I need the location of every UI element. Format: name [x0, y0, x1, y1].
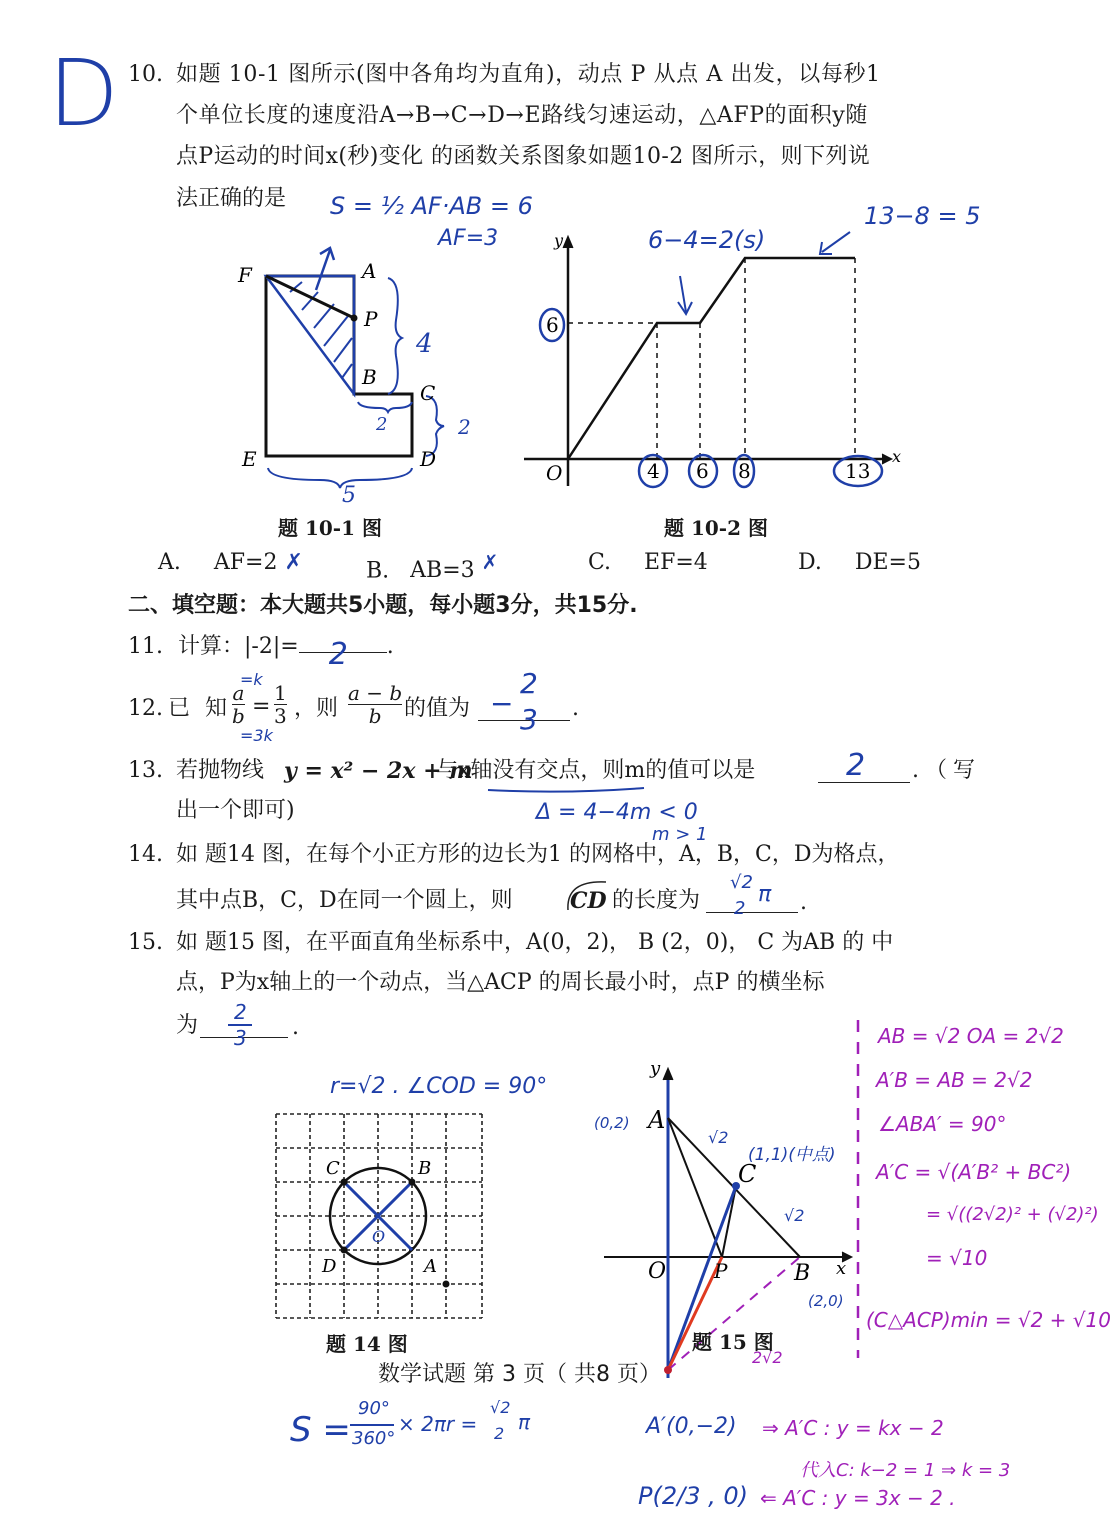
q10-line2: 个单位长度的速度沿A→B→C→D→E路线匀速运动，△AFP的面积y随 — [176, 103, 869, 128]
fig10-2-graph — [568, 258, 855, 459]
q14-answer-top: √2 — [730, 872, 753, 893]
q13-number: 13. — [128, 758, 163, 783]
q15-number: 15. — [128, 930, 163, 955]
q12-note-a: =k — [240, 670, 263, 689]
fig10-2-tick-x8: 8 — [738, 459, 751, 483]
option-c — [588, 550, 708, 575]
q14-arc-symbol — [562, 876, 612, 916]
q14-number: 14. — [128, 842, 163, 867]
q14-answer-bot: 2 — [734, 898, 746, 919]
option-c-text: EF=4 — [644, 550, 708, 575]
fig14-label-c: C — [326, 1158, 340, 1179]
q12-three: 3 — [274, 704, 287, 728]
q12-answer-sign: − — [490, 687, 514, 720]
fig15-label-x: x — [836, 1258, 847, 1279]
fig15-label-o: O — [648, 1259, 667, 1284]
option-a-text: AF=2 — [213, 550, 278, 575]
q14-formula-den: 360° — [352, 1428, 396, 1449]
purple-note-4: A′C = √(A′B² + BC²) — [876, 1160, 1072, 1184]
q14-formula-rd: 2 — [494, 1424, 505, 1443]
q12-a: a — [232, 681, 245, 705]
q14-line1: 如 题14 图，在每个小正方形的边长为1 的网格中，A，B，C，D为格点， — [176, 842, 900, 867]
purple-note-8: ⇒ A′C : y = kx − 2 — [762, 1416, 944, 1440]
section-2-title: 二、填空题：本大题共5小题，每小题3分，共15分. — [128, 593, 638, 618]
fig10-1-note-2a: 2 — [376, 414, 388, 435]
option-b-cross-icon: ✗ — [481, 550, 499, 574]
fig10-1-label-d: D — [420, 447, 437, 471]
q12-prefix: 已 知 — [168, 696, 231, 721]
q14-line2b: 的长度为 — [612, 888, 701, 913]
fig10-1-label-p: P — [364, 307, 378, 331]
q14-formula-s: S = — [290, 1410, 351, 1450]
fig15-label-y: y — [650, 1058, 661, 1079]
fig14-caption: 题 14 图 — [326, 1332, 408, 1356]
figure-10-1 — [230, 230, 490, 510]
q12-number: 12. — [128, 696, 163, 721]
option-c-letter: C. — [588, 550, 612, 575]
q12-one: 1 — [274, 681, 287, 705]
fig10-1-note-4: 4 — [416, 329, 433, 359]
fig10-2-label-o: O — [546, 461, 563, 485]
q13-mid: 与x轴没有交点，则m的值可以是 — [436, 758, 756, 783]
q13-formula: y = x² − 2x + m — [284, 758, 473, 784]
fig10-1-note-5: 5 — [342, 483, 356, 508]
q12-fraction-13 — [274, 682, 287, 727]
fig15-label-a: A — [648, 1106, 666, 1134]
fig15-note-r2a: √2 — [708, 1128, 729, 1147]
q14-arc: CD — [570, 888, 607, 914]
fig14-label-b: B — [418, 1158, 432, 1179]
purple-note-7: (C△ACP)min = √2 + √10 — [866, 1308, 1111, 1332]
fig15-label-c: C — [738, 1160, 757, 1188]
fig10-2-tick-x13: 13 — [845, 459, 871, 483]
q15-p-coord: P(2/3 , 0) — [638, 1482, 748, 1510]
fig10-1-note-2b: 2 — [458, 415, 471, 439]
option-a-letter: A. — [158, 550, 181, 575]
q14-formula-pi: π — [518, 1410, 531, 1434]
fig10-2-tick-y6: 6 — [546, 313, 559, 337]
q14-formula-num: 90° — [358, 1398, 390, 1419]
q12-num: a − b — [348, 681, 403, 705]
q14-answer-pi: π — [758, 882, 772, 907]
q12-answer-den: 3 — [520, 703, 538, 736]
q12-mid: ，则 — [294, 696, 339, 721]
purple-note-10: ⇐ A′C : y = 3x − 2 . — [760, 1486, 956, 1510]
purple-note-9: 代入C: k−2 = 1 ⇒ k = 3 — [800, 1460, 1011, 1481]
option-b-text: AB=3 — [410, 558, 475, 584]
fig10-2-tick-x6: 6 — [696, 459, 709, 483]
purple-note-2: A′B = AB = 2√2 — [876, 1068, 1033, 1092]
fig10-2-label-y: y — [554, 231, 564, 250]
q12-note-b: =3k — [240, 726, 273, 745]
q11-answer: 2 — [328, 637, 348, 672]
q15-answer-num: 2 — [234, 1000, 247, 1024]
option-a-cross-icon: ✗ — [284, 550, 303, 575]
fig15-note-a-coord: (0,2) — [594, 1114, 630, 1132]
fig10-1-label-a: A — [362, 259, 377, 283]
option-a — [158, 550, 303, 575]
q14-blank — [706, 890, 798, 913]
note-flat1: 6−4=2(s) — [648, 226, 766, 254]
q15-line3: 为 — [176, 1013, 199, 1038]
fig10-1-label-c: C — [420, 381, 436, 405]
q11-number: 11. — [128, 634, 163, 659]
figure-14 — [270, 1108, 490, 1324]
fig10-1-label-f: F — [238, 263, 252, 287]
fig10-1-caption: 题 10-1 图 — [278, 516, 382, 540]
fig10-1-shade — [266, 276, 354, 394]
q13-suffix: .（写 — [912, 758, 981, 783]
q15-answer-den: 3 — [234, 1026, 247, 1050]
q10-line3: 点P运动的时间x(秒)变化 的函数关系图象如题10-2 图所示，则下列说 — [176, 144, 871, 169]
q10-line4: 法正确的是 — [176, 186, 287, 211]
option-b — [366, 550, 498, 583]
q15-line2: 点，P为x轴上的一个动点，当△ACP 的周长最小时，点P 的横坐标 — [176, 970, 825, 995]
fig15-note-r22: 2√2 — [752, 1348, 783, 1367]
fig10-2-caption: 题 10-2 图 — [664, 516, 768, 540]
page-footer: 数学试题 第 3 页（ 共8 页） — [378, 1362, 661, 1387]
q11: 11. 计算：|-2|= 2 . — [128, 634, 394, 672]
fig15-label-b: B — [794, 1261, 811, 1286]
figure-10-2 — [520, 226, 910, 512]
fig10-2-tick-x4: 4 — [647, 459, 660, 483]
fig10-1-outline — [266, 276, 412, 456]
fig10-1-label-e: E — [242, 447, 257, 471]
option-d-text: DE=5 — [854, 550, 921, 575]
note-af: AF=3 — [438, 226, 499, 251]
q15-line1: 如 题15 图，在平面直角坐标系中，A(0，2)， B (2，0)， C 为AB 的 中 — [176, 930, 894, 955]
q15-a-prime: A′(0,−2) — [646, 1414, 737, 1439]
fig15-caption: 题 15 图 — [692, 1330, 774, 1354]
q12-eq: = — [252, 694, 271, 719]
option-d-letter: D. — [798, 550, 822, 575]
fig10-2-label-x: x — [892, 447, 902, 466]
q13-line2: 出一个即可) — [176, 798, 295, 823]
note-flat2: 13−8 = 5 — [864, 202, 981, 230]
q14-formula-rest: × 2πr = — [398, 1412, 478, 1436]
purple-note-3: ∠ABA′ = 90° — [878, 1112, 1007, 1136]
fig14-label-o: O — [372, 1227, 386, 1246]
q12-fraction-main — [348, 682, 402, 727]
fig15-note-b-coord: (2,0) — [808, 1292, 844, 1310]
option-d — [798, 550, 921, 575]
q14-line2a: 其中点B，C，D在同一个圆上，则 — [176, 888, 513, 913]
q10-number: 10. — [128, 62, 163, 87]
q14-formula-rn: √2 — [490, 1398, 511, 1417]
q13-prefix: 若抛物线 — [176, 758, 265, 783]
fig14-label-a: A — [424, 1256, 437, 1277]
purple-note-1: AB = √2 OA = 2√2 — [878, 1024, 1064, 1048]
note-area-formula: S = ½ AF·AB = 6 — [330, 192, 533, 220]
q12-b: b — [232, 704, 245, 728]
q13-underline-mark — [486, 784, 646, 796]
purple-divider — [852, 1020, 866, 1360]
fig10-1-label-b: B — [362, 365, 377, 389]
q12-suffix: 的值为 — [404, 696, 471, 721]
q10-line1: 如题 10-1 图所示(图中各角均为直角)，动点 P 从点 A 出发，以每秒1 — [176, 62, 881, 87]
fig14-label-d: D — [322, 1256, 337, 1277]
fig15-note-r2b: √2 — [784, 1206, 805, 1225]
q12-den: b — [368, 704, 382, 728]
q13-note-delta: Δ = 4−4m < 0 — [536, 800, 698, 825]
fig15-label-p: P — [714, 1259, 728, 1283]
q11-blank — [299, 637, 387, 672]
q13-answer: 2 — [846, 748, 866, 783]
q11-text: 计算：|-2|= — [178, 634, 299, 659]
purple-note-5: = √((2√2)² + (√2)²) — [926, 1204, 1099, 1225]
q14-note-radius: r=√2 . ∠COD = 90° — [330, 1074, 548, 1099]
q12-answer-num: 2 — [520, 667, 538, 700]
purple-note-6: = √10 — [926, 1246, 988, 1270]
answer-mark-d: D — [48, 40, 119, 147]
q13-note-m: m > 1 — [652, 824, 708, 845]
fig15-note-c-coord: (1,1)(中点) — [748, 1145, 836, 1165]
option-b-letter: B. — [366, 558, 390, 584]
